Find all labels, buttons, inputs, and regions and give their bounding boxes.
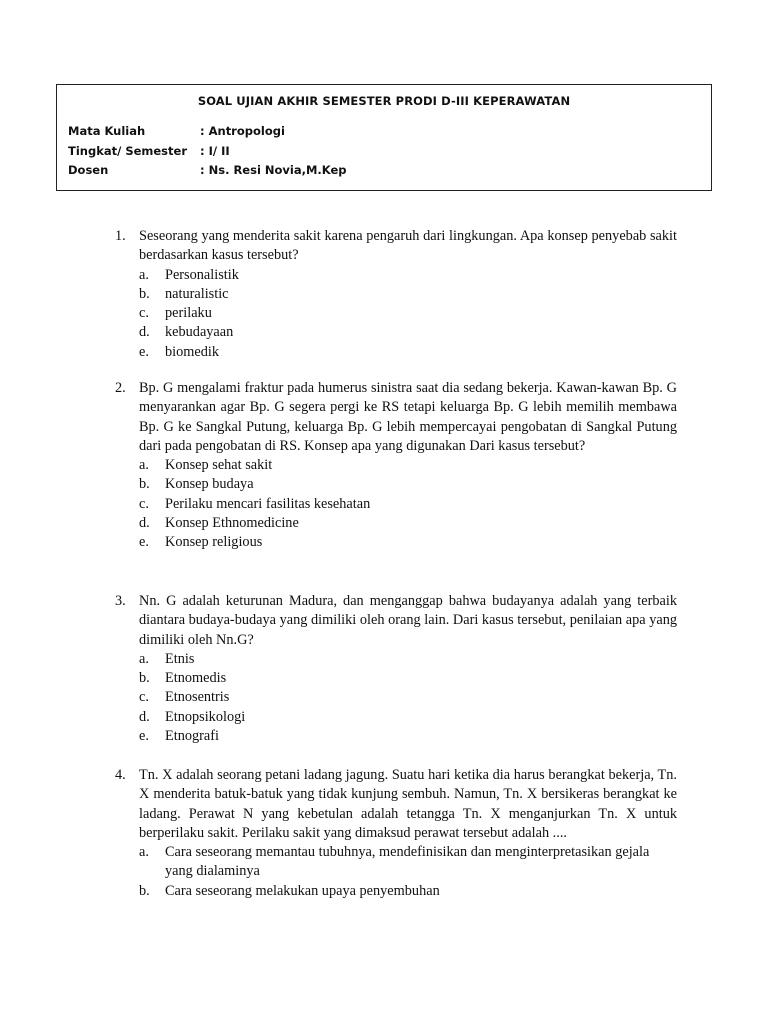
option-letter: a.: [139, 457, 149, 474]
question-text: Bp. G mengalami fraktur pada humerus sinistra saat dia sedang bekerja. Kawan-kawan Bp. G menyarankan agar Bp. G segera pergi ke RS tetapi keluarga Bp. G lebih memilih membawa Bp. G ke Sangkal Putung, keluarga Bp. G lebih mempercayai pengobatan di Sangkal Putung dari pada pengobatan di RS. Konsep apa yang digunakan Dari kasus tersebut?: [139, 380, 677, 454]
option-text: kebudayaan: [165, 324, 234, 341]
option-b: [139, 882, 677, 901]
option-letter: e.: [139, 534, 149, 551]
option-e: [139, 727, 677, 746]
option-list: [139, 650, 677, 746]
option-letter: b.: [139, 670, 150, 687]
option-c: [139, 304, 677, 323]
question-number: 4.: [115, 767, 126, 783]
option-list: [139, 266, 677, 362]
option-letter: a.: [139, 650, 149, 667]
course-label: Mata Kuliah: [68, 124, 146, 138]
exam-header-box: [56, 84, 712, 191]
option-letter: c.: [139, 305, 149, 322]
option-a: [139, 843, 677, 882]
option-letter: e.: [139, 343, 149, 360]
option-letter: a.: [139, 844, 149, 861]
option-d: [139, 708, 677, 727]
question-text: Tn. X adalah seorang petani ladang jagung. Suatu hari ketika dia harus berangkat bekerja, Tn. X menderita batuk-batuk yang tidak kunjung sembuh. Namun, Tn. X bersikeras berangkat ke ladang. Perawat N yang kebetulan adalah tetangga Tn. X menganjurkan Tn. X untuk berperilaku sakit. Perilaku sakit yang dimaksud perawat tersebut adalah ....: [139, 767, 677, 841]
option-letter: b.: [139, 476, 150, 493]
option-text: Konsep sehat sakit: [165, 457, 273, 474]
option-letter: a.: [139, 266, 149, 283]
option-letter: d.: [139, 708, 150, 725]
option-a: [139, 266, 677, 285]
option-text: Cara seseorang memantau tubuhnya, mendefinisikan dan menginterpretasikan gejala yang dialaminya: [165, 844, 650, 880]
question-number: 3.: [115, 593, 126, 609]
option-d: [139, 323, 677, 342]
option-letter: c.: [139, 689, 149, 706]
option-text: Konsep religious: [165, 534, 263, 551]
question-2: [115, 379, 677, 553]
question-4: [115, 766, 677, 901]
option-text: Etnopsikologi: [165, 708, 246, 725]
option-text: biomedik: [165, 343, 220, 360]
course-row: [68, 124, 285, 138]
option-letter: b.: [139, 285, 150, 302]
option-list: [139, 456, 677, 552]
option-text: Konsep budaya: [165, 476, 254, 493]
lecturer-row: [68, 163, 347, 177]
option-list: [139, 843, 677, 901]
level-semester-row: [68, 144, 230, 158]
option-text: Etnosentris: [165, 689, 230, 706]
question-number: 1.: [115, 228, 126, 244]
option-c: [139, 688, 677, 707]
option-c: [139, 495, 677, 514]
option-letter: d.: [139, 515, 150, 532]
lecturer-value: : Ns. Resi Novia,M.Kep: [200, 163, 347, 177]
option-text: Etnis: [165, 650, 195, 667]
question-text: Nn. G adalah keturunan Madura, dan menganggap bahwa budayanya adalah yang terbaik diantara budaya-budaya yang dimiliki oleh orang lain. Dari kasus tersebut, penilaian apa yang dimiliki oleh Nn.G?: [139, 593, 677, 648]
option-text: Etnografi: [165, 728, 219, 745]
level-semester-value: : I/ II: [200, 144, 230, 158]
option-text: Personalistik: [165, 266, 239, 283]
option-letter: b.: [139, 882, 150, 899]
option-text: Konsep Ethnomedicine: [165, 515, 299, 532]
option-text: Etnomedis: [165, 670, 227, 687]
option-letter: d.: [139, 324, 150, 341]
question-3: [115, 592, 677, 746]
level-semester-label: Tingkat/ Semester: [68, 144, 187, 158]
question-1: [115, 227, 677, 362]
course-value: : Antropologi: [200, 124, 285, 138]
question-text: Seseorang yang menderita sakit karena pengaruh dari lingkungan. Apa konsep penyebab sakit berdasarkan kasus tersebut?: [139, 228, 677, 264]
option-a: [139, 650, 677, 669]
question-number: 2.: [115, 380, 126, 396]
option-text: perilaku: [165, 305, 212, 322]
option-text: Perilaku mencari fasilitas kesehatan: [165, 495, 371, 512]
option-text: naturalistic: [165, 285, 229, 302]
exam-title: SOAL UJIAN AKHIR SEMESTER PRODI D-III KEPERAWATAN: [197, 94, 571, 108]
option-e: [139, 343, 677, 362]
option-b: [139, 669, 677, 688]
lecturer-label: Dosen: [68, 163, 109, 177]
option-b: [139, 475, 677, 494]
option-letter: c.: [139, 495, 149, 512]
option-text: Cara seseorang melakukan upaya penyembuhan: [165, 882, 440, 899]
option-d: [139, 514, 677, 533]
option-letter: e.: [139, 728, 149, 745]
option-e: [139, 533, 677, 552]
option-a: [139, 456, 677, 475]
option-b: [139, 285, 677, 304]
